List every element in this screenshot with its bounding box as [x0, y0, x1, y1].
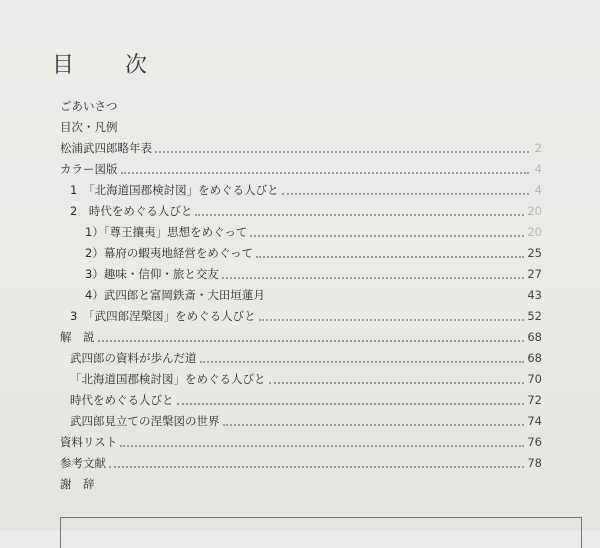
toc-entry-page: 52 [527, 309, 542, 323]
dot-leader [269, 381, 525, 384]
toc-entry-label: 3 「武四郎涅槃図」をめぐる人びと [70, 309, 256, 323]
toc-entry-page: 4 [534, 183, 542, 197]
toc-entry-label: 「北海道国郡検討図」をめぐる人びと [70, 372, 266, 386]
toc-entry-label: 武四郎見立ての涅槃図の世界 [70, 414, 220, 428]
toc-entry-label: 資料リスト [60, 435, 118, 449]
toc-entry [70, 411, 542, 431]
toc-entry [70, 180, 542, 200]
toc-entry [60, 432, 542, 452]
toc-entry [60, 327, 542, 347]
toc-entry-label: 目次・凡例 [60, 120, 118, 134]
toc-entry [85, 243, 542, 263]
toc-entry-page: 72 [527, 393, 542, 407]
page-title: 目 次 [52, 53, 169, 78]
dot-leader [120, 444, 524, 447]
toc-entry-page: 70 [527, 372, 542, 386]
toc-entry-label: カラー図版 [60, 162, 118, 176]
toc-entry [85, 222, 542, 242]
toc-entry-label: 参考文献 [60, 456, 106, 470]
toc-entry [70, 306, 542, 326]
toc-entry [60, 117, 140, 137]
dot-leader [121, 171, 530, 174]
dot-leader [222, 276, 525, 279]
toc-entry-page: 78 [527, 456, 542, 470]
dot-leader [155, 150, 529, 153]
dot-leader [268, 297, 525, 300]
toc-entry [70, 348, 542, 368]
dot-leader [195, 213, 524, 216]
toc-entry [60, 159, 542, 179]
toc-entry-page: 74 [527, 414, 542, 428]
dot-leader [177, 402, 525, 405]
toc-entry [85, 264, 542, 284]
bottom-frame-border [60, 517, 582, 548]
toc-entry-label: 2 時代をめぐる人びと [70, 204, 193, 218]
dot-leader [98, 339, 525, 342]
toc-entry [85, 285, 542, 305]
toc-entry-label: 謝 辞 [60, 477, 95, 491]
toc-entry-label: 1 「北海道国郡検討図」をめぐる人びと [70, 183, 279, 197]
dot-leader [256, 255, 524, 258]
toc-entry [70, 369, 542, 389]
toc-entry [60, 474, 140, 494]
toc-entry-page: 27 [527, 267, 542, 281]
toc-entry [70, 201, 542, 221]
toc-entry-label: 松浦武四郎略年表 [60, 141, 152, 155]
dot-leader [250, 234, 524, 237]
toc-entry-label: 3）趣味・信仰・旅と交友 [85, 267, 219, 281]
toc-entry-page: 76 [527, 435, 542, 449]
toc-entry-label: 武四郎の資料が歩んだ道 [70, 351, 197, 365]
toc-entry-page: 20 [527, 225, 542, 239]
toc-entry-label: 解 説 [60, 330, 95, 344]
toc-entry [60, 138, 542, 158]
toc-entry [60, 453, 542, 473]
toc-entry-page: 43 [527, 288, 542, 302]
toc-entry-label: 4）武四郎と富岡鉄斎・大田垣蓮月 [85, 288, 265, 302]
toc-entry-page: 68 [527, 351, 542, 365]
toc-entry-page: 2 [534, 141, 542, 155]
dot-leader [223, 423, 525, 426]
toc-entry-page: 68 [527, 330, 542, 344]
toc-entry [60, 96, 140, 116]
dot-leader [109, 465, 524, 468]
dot-leader [259, 318, 525, 321]
toc-entry-page: 4 [534, 162, 542, 176]
toc-entry [70, 390, 542, 410]
toc-entry-page: 20 [527, 204, 542, 218]
toc-entry-label: 時代をめぐる人びと [70, 393, 174, 407]
toc-entry-label: ごあいさつ [60, 99, 118, 113]
dot-leader [282, 192, 529, 195]
toc-entry-page: 25 [527, 246, 542, 260]
dot-leader [200, 360, 525, 363]
toc-entry-label: 2）幕府の蝦夷地経営をめぐって [85, 246, 254, 260]
toc-entry-label: 1）「尊王攘夷」思想をめぐって [85, 225, 248, 239]
